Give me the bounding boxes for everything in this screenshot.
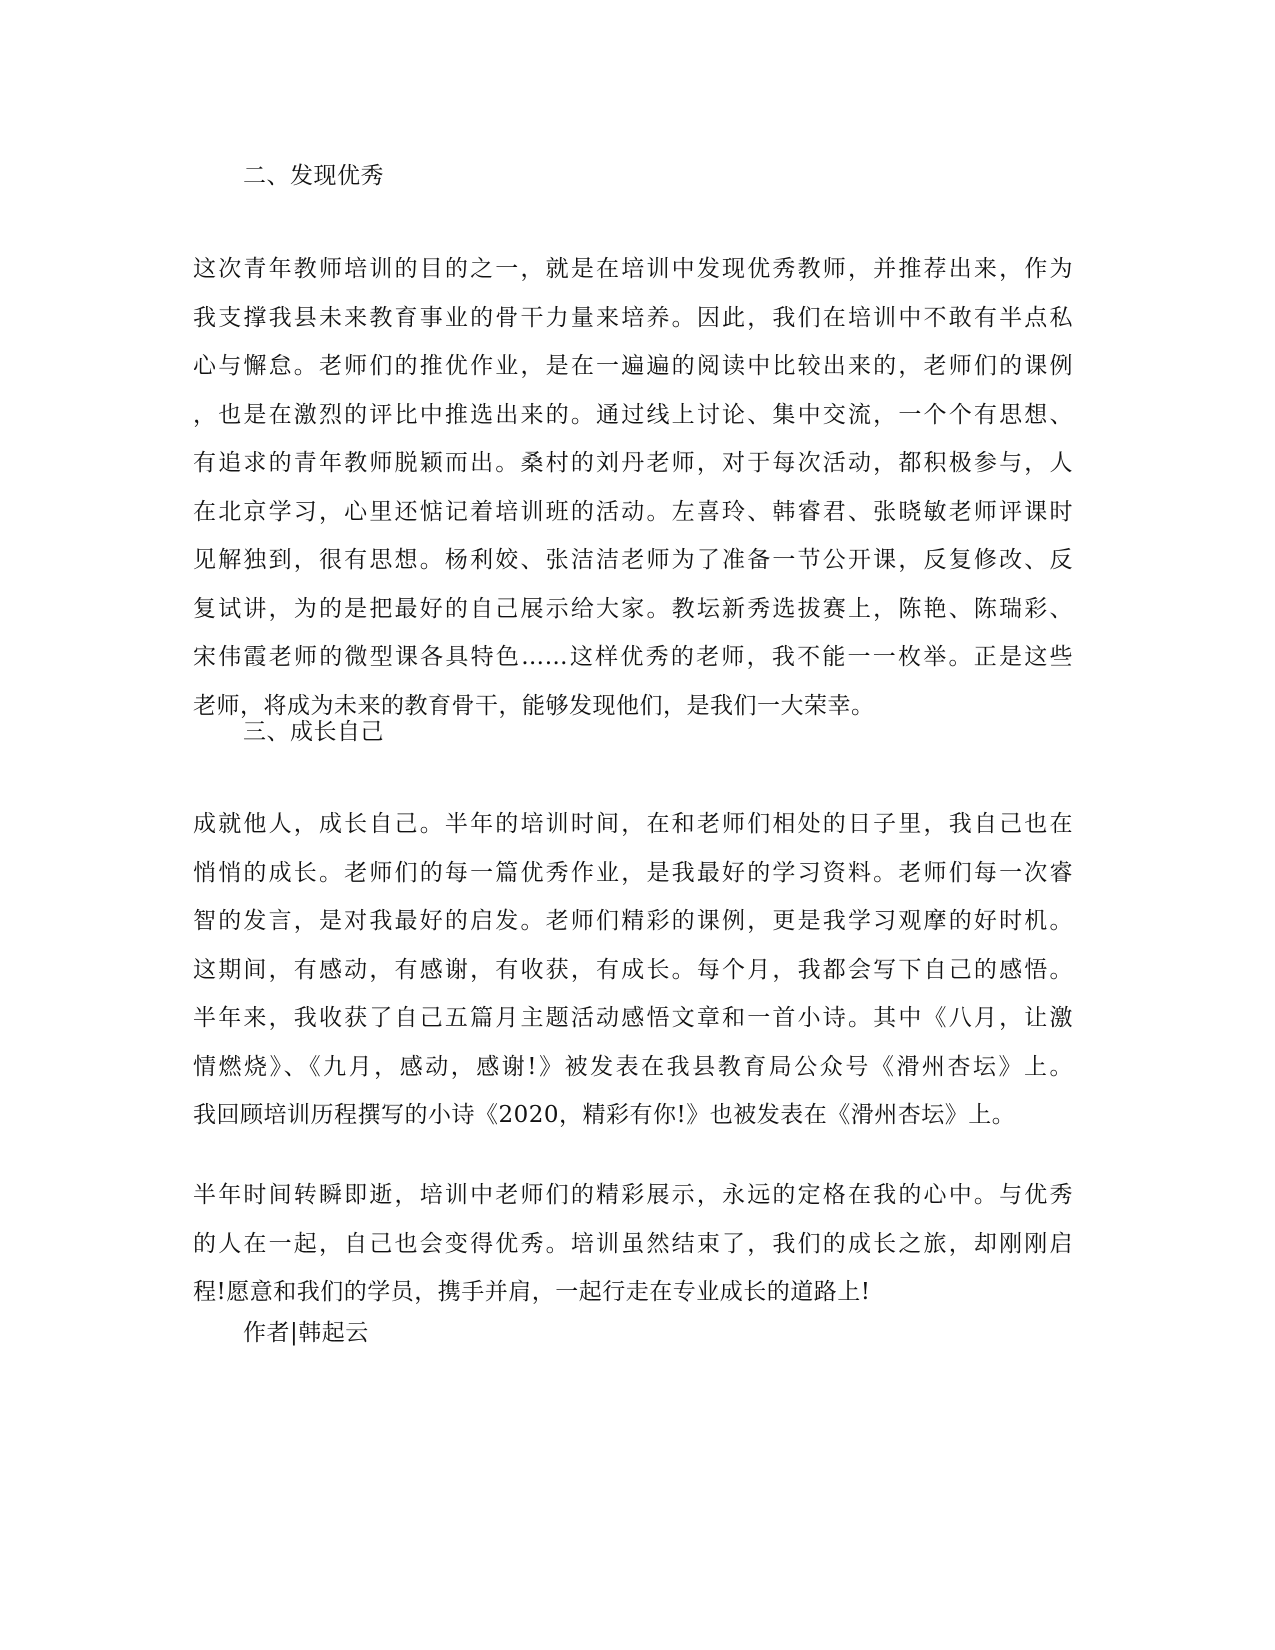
paragraph-line: 见解独到，很有思想。杨利姣、张洁洁老师为了准备一节公开课，反复修改、反 bbox=[193, 547, 1073, 573]
paragraph-grow-yourself bbox=[193, 800, 1073, 1140]
paragraph-line: 这期间，有感动，有感谢，有收获，有成长。每个月，我都会写下自己的感悟。 bbox=[193, 956, 1073, 983]
paragraph-line: 成就他人，成长自己。半年的培训时间，在和老师们相处的日子里，我自己也在 bbox=[193, 811, 1073, 837]
paragraph-line: 我回顾培训历程撰写的小诗《2020，精彩有你!》也被发表在《滑州杏坛》上。 bbox=[193, 1102, 1016, 1128]
paragraph-line: 的人在一起，自己也会变得优秀。培训虽然结束了，我们的成长之旅，却刚刚启 bbox=[193, 1230, 1073, 1257]
paragraph-line: 复试讲，为的是把最好的自己展示给大家。教坛新秀选拔赛上，陈艳、陈瑞彩、 bbox=[193, 595, 1073, 622]
paragraph-line: 老师，将成为未来的教育骨干，能够发现他们，是我们一大荣幸。 bbox=[193, 692, 875, 719]
paragraph-line: 情燃烧》、《九月，感动，感谢!》被发表在我县教育局公众号《滑州杏坛》上。 bbox=[193, 1053, 1073, 1080]
section-heading-discover-excellence: 二、发现优秀 bbox=[243, 163, 384, 189]
paragraph-line: ，也是在激烈的评比中推选出来的。通过线上讨论、集中交流，一个个有思想、 bbox=[193, 401, 1073, 428]
paragraph-discover-excellence bbox=[193, 245, 1073, 730]
author-credit: 作者|韩起云 bbox=[243, 1320, 369, 1346]
paragraph-line: 悄悄的成长。老师们的每一篇优秀作业，是我最好的学习资料。老师们每一次睿 bbox=[193, 859, 1073, 886]
paragraph-closing bbox=[193, 1171, 1073, 1317]
paragraph-line: 在北京学习，心里还惦记着培训班的活动。左喜玲、韩睿君、张晓敏老师评课时 bbox=[193, 498, 1073, 525]
paragraph-line: 程!愿意和我们的学员，携手并肩，一起行走在专业成长的道路上! bbox=[193, 1279, 871, 1305]
paragraph-line: 心与懈怠。老师们的推优作业，是在一遍遍的阅读中比较出来的，老师们的课例 bbox=[193, 353, 1073, 379]
paragraph-line: 这次青年教师培训的目的之一，就是在培训中发现优秀教师，并推荐出来，作为 bbox=[193, 256, 1073, 282]
paragraph-line: 有追求的青年教师脱颖而出。桑村的刘丹老师，对于每次活动，都积极参与，人 bbox=[193, 450, 1073, 476]
paragraph-line: 宋伟霞老师的微型课各具特色……这样优秀的老师，我不能一一枚举。正是这些 bbox=[193, 644, 1073, 670]
paragraph-line: 我支撑我县未来教育事业的骨干力量来培养。因此，我们在培训中不敢有半点私 bbox=[193, 304, 1073, 331]
paragraph-line: 半年来，我收获了自己五篇月主题活动感悟文章和一首小诗。其中《八月，让激 bbox=[193, 1005, 1073, 1031]
section-heading-grow-yourself: 三、成长自己 bbox=[243, 719, 384, 745]
paragraph-line: 半年时间转瞬即逝，培训中老师们的精彩展示，永远的定格在我的心中。与优秀 bbox=[193, 1182, 1073, 1208]
paragraph-line: 智的发言，是对我最好的启发。老师们精彩的课例，更是我学习观摩的好时机。 bbox=[193, 908, 1073, 934]
